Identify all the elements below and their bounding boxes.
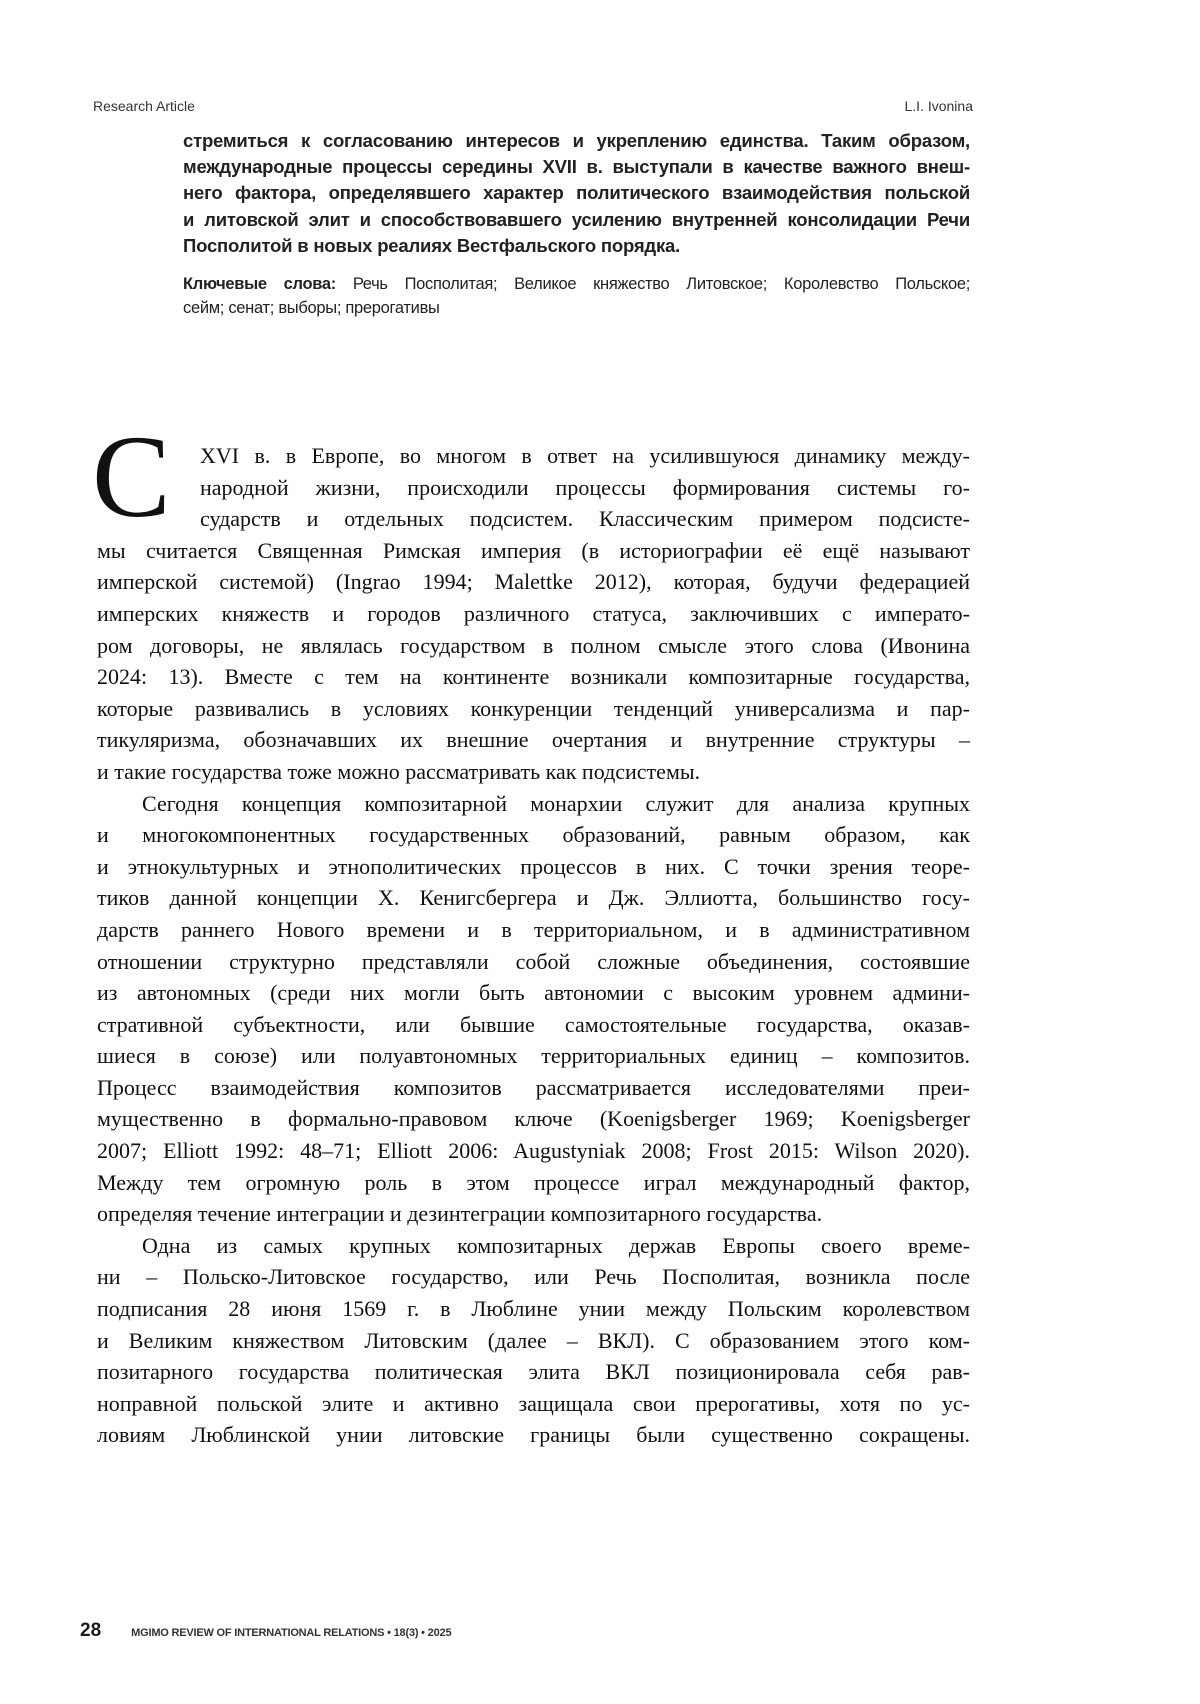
body-line: тикуляризма, обозначавших их внешние очертания и внутренние структуры – bbox=[97, 724, 970, 756]
body-line: сударств и отдельных подсистем. Классическим примером подсисте- bbox=[97, 503, 970, 535]
keywords-list: сейм; сенат; выборы; прерогативы bbox=[183, 296, 970, 320]
body-line: подписания 28 июня 1569 г. в Люблине унии между Польским королевством bbox=[97, 1293, 970, 1325]
body-line: имперской системой) (Ingrao 1994; Malettke 2012), которая, будучи федерацией bbox=[97, 566, 970, 598]
body-line: которые развивались в условиях конкуренции тенденций универсализма и пар- bbox=[97, 693, 970, 725]
body-line: 2007; Elliott 1992: 48–71; Elliott 2006: Augustyniak 2008; Frost 2015: Wilson 2020). bbox=[97, 1135, 970, 1167]
body-line: Процесс взаимодействия композитов рассматривается исследователями преи- bbox=[97, 1072, 970, 1104]
body-line: из автономных (среди них могли быть автономии с высоким уровнем админи- bbox=[97, 977, 970, 1009]
body-line: мущественно в формально-правовом ключе (Koenigsberger 1969; Koenigsberger bbox=[97, 1103, 970, 1135]
body-line: отношении структурно представляли собой сложные объединения, состоявшие bbox=[97, 946, 970, 978]
abstract-line: и литовской элит и способствовавшего усилению внутренней консолидации Речи bbox=[183, 207, 970, 233]
body-line: и Великим княжеством Литовским (далее – ВКЛ). С образованием этого ком- bbox=[97, 1325, 970, 1357]
body-line: ловиям Люблинской унии литовские границы были существенно сокращены. bbox=[97, 1419, 970, 1451]
body-line: и такие государства тоже можно рассматривать как подсистемы. bbox=[97, 756, 970, 788]
body-text bbox=[97, 440, 970, 1451]
body-line: ром договоры, не являлась государством в полном смысле этого слова (Ивонина bbox=[97, 630, 970, 662]
body-line: позитарного государства политическая элита ВКЛ позиционировала себя рав- bbox=[97, 1356, 970, 1388]
body-line: тиков данной концепции Х. Кенигсбергера и Дж. Эллиотта, большинство госу- bbox=[97, 882, 970, 914]
body-line: ни – Польско-Литовское государство, или Речь Посполитая, возникла после bbox=[97, 1261, 970, 1293]
footer bbox=[80, 1620, 451, 1642]
body-line: шиеся в союзе) или полуавтономных территориальных единиц – композитов. bbox=[97, 1040, 970, 1072]
journal-name: MGIMO REVIEW OF INTERNATIONAL RELATIONS • 18(3) • 2025 bbox=[131, 1627, 451, 1639]
body-line: имперских княжеств и городов различного статуса, заключивших с императо- bbox=[97, 598, 970, 630]
body-line: и многокомпонентных государственных образований, равным образом, как bbox=[97, 819, 970, 851]
drop-cap: С bbox=[92, 418, 171, 536]
abstract bbox=[183, 128, 970, 259]
body-line: дарств раннего Нового времени и в территориальном, и в административном bbox=[97, 914, 970, 946]
body-line: XVI в. в Европе, во многом в ответ на усилившуюся динамику между- bbox=[97, 440, 970, 472]
keywords-label: Ключевые слова: bbox=[183, 275, 336, 293]
body-line: Одна из самых крупных композитарных держав Европы своего време- bbox=[97, 1230, 970, 1262]
running-header-author: L.I. Ivonina bbox=[905, 98, 974, 114]
running-header-section: Research Article bbox=[93, 98, 195, 114]
body-line: мы считается Священная Римская империя (в историографии её ещё называют bbox=[97, 535, 970, 567]
keywords bbox=[183, 272, 970, 320]
page-number: 28 bbox=[80, 1620, 101, 1642]
body-line: ноправной польской элите и активно защищала свои прерогативы, хотя по ус- bbox=[97, 1388, 970, 1420]
abstract-line: стремиться к согласованию интересов и укреплению единства. Таким образом, bbox=[183, 128, 970, 154]
body-line: и этнокультурных и этнополитических процессов в них. С точки зрения теоре- bbox=[97, 851, 970, 883]
body-line: Между тем огромную роль в этом процессе играл международный фактор, bbox=[97, 1167, 970, 1199]
abstract-line: него фактора, определявшего характер политического взаимодействия польской bbox=[183, 180, 970, 206]
body-line: определяя течение интеграции и дезинтеграции композитарного государства. bbox=[97, 1198, 970, 1230]
body-line: 2024: 13). Вместе с тем на континенте возникали композитарные государства, bbox=[97, 661, 970, 693]
body-line: народной жизни, происходили процессы формирования системы го- bbox=[97, 472, 970, 504]
abstract-line: Посполитой в новых реалиях Вестфальского порядка. bbox=[183, 233, 970, 259]
keywords-list: Речь Посполитая; Великое княжество Литовское; Королевство Польское; bbox=[336, 275, 970, 293]
body-line: Сегодня концепция композитарной монархии служит для анализа крупных bbox=[97, 788, 970, 820]
body-line: стративной субъектности, или бывшие самостоятельные государства, оказав- bbox=[97, 1009, 970, 1041]
abstract-line: международные процессы середины XVII в. выступали в качестве важного внеш- bbox=[183, 154, 970, 180]
